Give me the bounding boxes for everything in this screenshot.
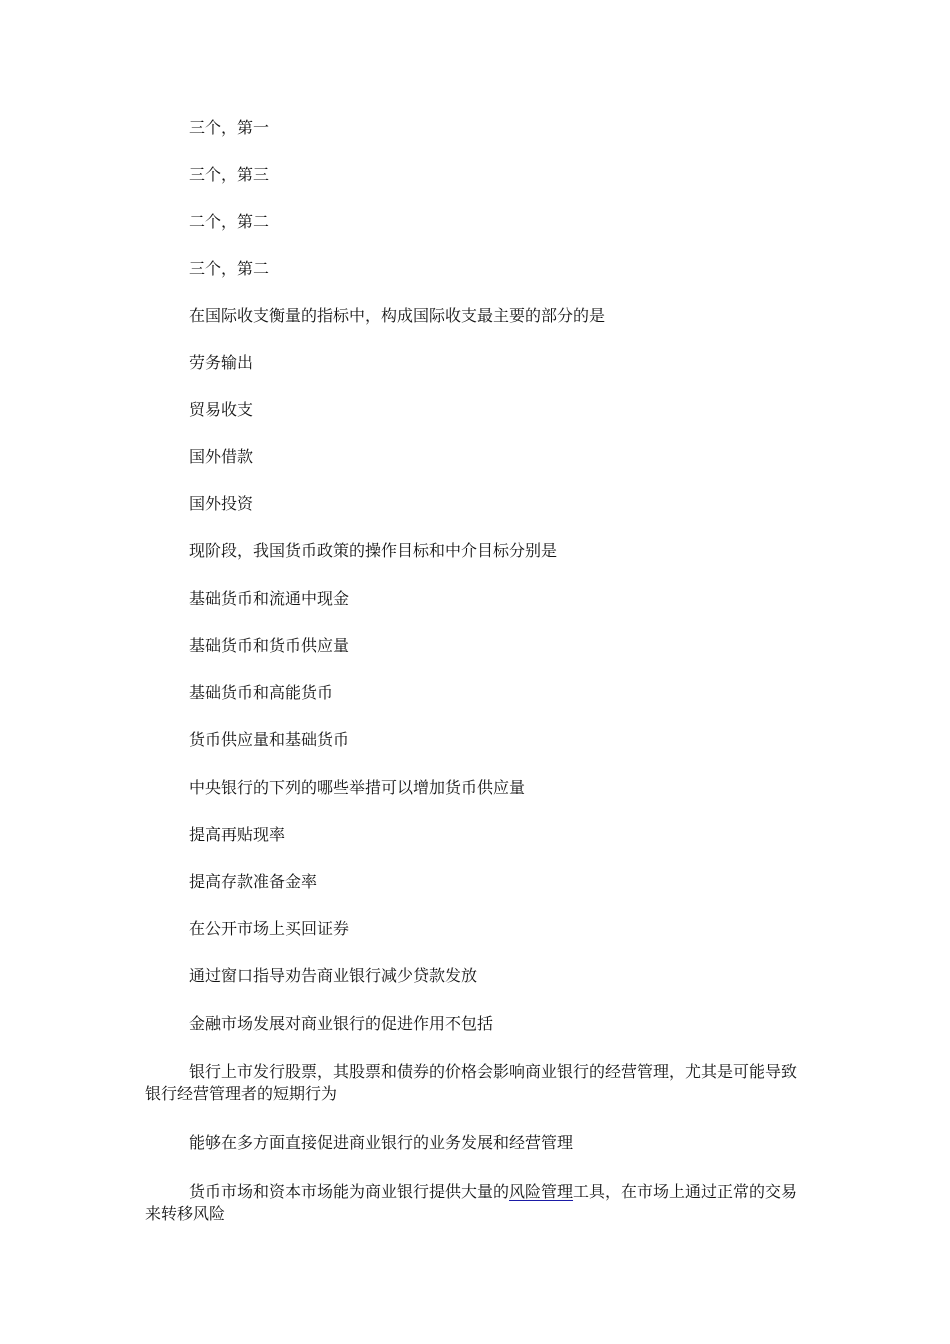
option-line: 基础货币和货币供应量 bbox=[189, 636, 350, 655]
option-line: 基础货币和高能货币 bbox=[189, 683, 334, 702]
option-line: 能够在多方面直接促进商业银行的业务发展和经营管理 bbox=[189, 1133, 574, 1152]
option-line: 国外借款 bbox=[189, 447, 254, 466]
option-paragraph: 银行上市发行股票，其股票和债券的价格会影响商业银行的经营管理，尤其是可能导致银行经营管理者的短期行为 bbox=[145, 1062, 798, 1103]
question-line: 中央银行的下列的哪些举措可以增加货币供应量 bbox=[189, 778, 526, 797]
option-line: 基础货币和流通中现金 bbox=[189, 589, 350, 608]
risk-management-link[interactable]: 风险管理 bbox=[509, 1182, 574, 1201]
option-line: 提高存款准备金率 bbox=[189, 872, 318, 891]
option-line: 三个，第三 bbox=[189, 165, 270, 184]
option-line: 劳务输出 bbox=[189, 353, 254, 372]
option-line: 二个，第二 bbox=[189, 212, 270, 231]
paragraph-text: 工具，在市场上通过正常的交易来转移风险 bbox=[145, 1182, 798, 1223]
option-line: 通过窗口指导劝告商业银行减少贷款发放 bbox=[189, 966, 478, 985]
option-line: 贸易收支 bbox=[189, 400, 254, 419]
option-line: 三个，第一 bbox=[189, 118, 270, 137]
option-line: 货币供应量和基础货币 bbox=[189, 730, 350, 749]
option-paragraph bbox=[145, 1181, 809, 1225]
option-line: 三个，第二 bbox=[189, 259, 270, 278]
question-line: 金融市场发展对商业银行的促进作用不包括 bbox=[189, 1014, 494, 1033]
option-line: 在公开市场上买回证券 bbox=[189, 919, 350, 938]
option-line: 国外投资 bbox=[189, 494, 254, 513]
option-line: 提高再贴现率 bbox=[189, 825, 286, 844]
paragraph-text: 货币市场和资本市场能为商业银行提供大量的 bbox=[189, 1182, 510, 1201]
question-line: 现阶段，我国货币政策的操作目标和中介目标分别是 bbox=[189, 541, 558, 560]
question-line: 在国际收支衡量的指标中，构成国际收支最主要的部分的是 bbox=[189, 306, 606, 325]
